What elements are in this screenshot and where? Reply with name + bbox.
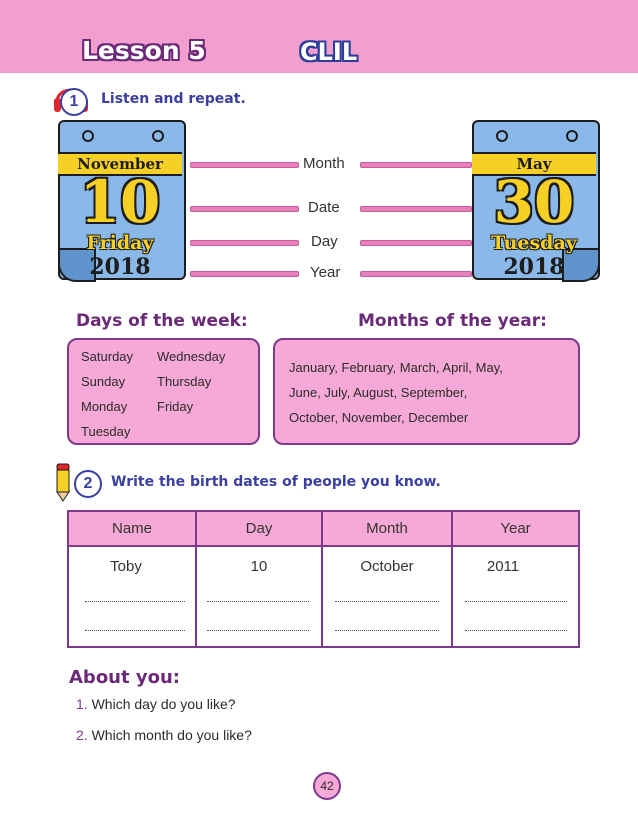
day-item: Sunday bbox=[81, 374, 126, 389]
months-heading: Months of the year: bbox=[358, 311, 547, 331]
answer-line[interactable] bbox=[85, 601, 185, 602]
connector-line bbox=[190, 240, 299, 246]
day-item: Tuesday bbox=[81, 424, 131, 439]
subject-title: CLIL bbox=[300, 38, 358, 66]
calendar-right-year: 2018 bbox=[503, 254, 565, 280]
calendar-label-day: Day bbox=[311, 233, 338, 250]
calendar-label-month: Month bbox=[303, 155, 345, 172]
calendar-right-month: May bbox=[472, 152, 596, 176]
cell-year: 2011 bbox=[486, 558, 520, 575]
answer-line[interactable] bbox=[207, 630, 309, 631]
answer-line[interactable] bbox=[207, 601, 309, 602]
connector-line bbox=[360, 162, 472, 168]
cell-name: Toby bbox=[110, 558, 142, 575]
calendar-label-year: Year bbox=[310, 264, 341, 281]
months-line: October, November, December bbox=[289, 410, 469, 425]
connector-line bbox=[360, 240, 472, 246]
calendar-label-date: Date bbox=[308, 199, 340, 216]
months-line: June, July, August, September, bbox=[289, 385, 468, 400]
header-year: Year bbox=[500, 520, 531, 537]
answer-line[interactable] bbox=[465, 630, 567, 631]
cell-month: October bbox=[360, 558, 414, 575]
calendar-left-year: 2018 bbox=[89, 254, 151, 280]
connector-line bbox=[360, 206, 472, 212]
header-name: Name bbox=[111, 520, 152, 537]
connector-line bbox=[190, 206, 299, 212]
connector-line bbox=[190, 271, 299, 277]
question-number: 2. bbox=[76, 727, 88, 743]
day-item: Wednesday bbox=[157, 349, 226, 364]
question-1 bbox=[76, 696, 236, 712]
exercise-1-title: Listen and repeat. bbox=[101, 91, 246, 107]
calendar-right-day: Tuesday bbox=[491, 232, 577, 254]
connector-line bbox=[360, 271, 472, 277]
calendar-left-date: 10 bbox=[79, 168, 161, 236]
question-text: Which day do you like? bbox=[91, 696, 236, 712]
calendar-left-day: Friday bbox=[86, 232, 154, 254]
connector-line bbox=[190, 162, 299, 168]
months-line: January, February, March, April, May, bbox=[289, 360, 503, 375]
calendar-left-month: November bbox=[58, 152, 182, 176]
pencil-icon bbox=[52, 462, 76, 507]
answer-line[interactable] bbox=[465, 601, 567, 602]
calendar-right-date: 30 bbox=[493, 168, 575, 236]
page-number: 42 bbox=[313, 772, 341, 800]
day-item: Friday bbox=[157, 399, 194, 414]
calendar-left bbox=[58, 120, 186, 282]
question-text: Which month do you like? bbox=[91, 727, 252, 743]
exercise-1-number: 1 bbox=[60, 88, 88, 116]
answer-line[interactable] bbox=[85, 630, 185, 631]
header-month: Month bbox=[366, 520, 408, 537]
exercise-2-title: Write the birth dates of people you know. bbox=[111, 474, 441, 490]
answer-line[interactable] bbox=[335, 601, 439, 602]
birth-dates-table bbox=[67, 510, 580, 648]
days-box bbox=[67, 338, 260, 445]
day-item: Monday bbox=[81, 399, 128, 414]
header-day: Day bbox=[245, 520, 273, 537]
about-you-heading: About you: bbox=[69, 667, 180, 688]
exercise-2-number: 2 bbox=[74, 470, 102, 498]
days-heading: Days of the week: bbox=[76, 311, 248, 331]
day-item: Saturday bbox=[81, 349, 134, 364]
months-box bbox=[273, 338, 580, 445]
answer-line[interactable] bbox=[335, 630, 439, 631]
question-2 bbox=[76, 727, 252, 743]
lesson-title: Lesson 5 bbox=[82, 36, 206, 65]
question-number: 1. bbox=[76, 696, 88, 712]
day-item: Thursday bbox=[157, 374, 212, 389]
calendar-right bbox=[472, 120, 600, 282]
cell-day: 10 bbox=[250, 558, 268, 575]
